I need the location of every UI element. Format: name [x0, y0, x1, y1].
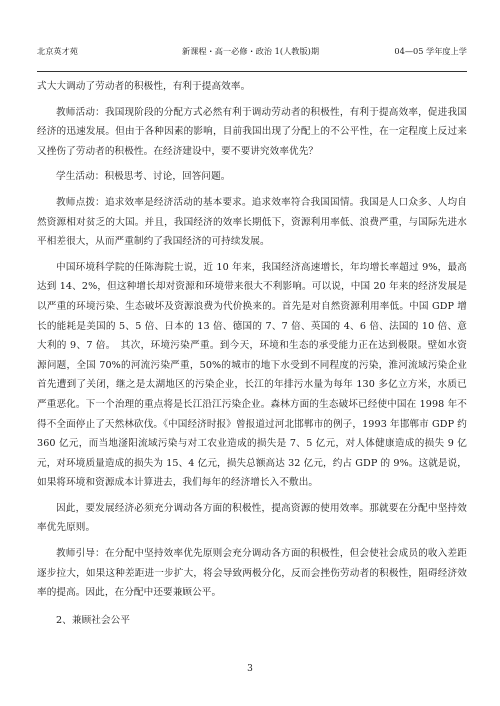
header-publisher: 北京英才苑	[37, 46, 78, 56]
header-divider	[37, 71, 467, 72]
paragraph-conclusion: 因此，要发展经济必须充分调动各方面的积极性，提高资源的使用效率。那就要在分配中坚持效率优先原则。	[37, 502, 467, 534]
page-header	[37, 42, 467, 72]
page-number: 3	[247, 664, 253, 674]
paragraph-teacher-activity: 教师活动：我国现阶段的分配方式必然有利于调动劳动者的积极性，有利于提高效率，促进我国经济的迅速发展。但由于各种因素的影响，目前我国出现了分配上的不公平性，在一定程度上反过来又挫伤了劳动者的积极性。在经济建设中，要不要讲究效率优先？	[37, 106, 467, 157]
paragraph-environment-case: 中国环境科学院的任陈海院士说，近 10 年来，我国经济高速增长，年均增长率超过 9%，最高达到 14、2%，但这种增长却对资源和环境带来很大不利影响。可以说，中国 20 年来的经济发展是以严重的环境污染、生态破坏及资源浪费为代价换来的。首先是对自然资源利用率低。中国 GDP 增长的能耗是美国的 5、5 倍、日本的 13 倍、德国的 7、7 倍、英国的 4、6 倍、法国的 10 倍、意大利的 9、7 倍。 其次，环境污染严重。到今天，环境和生态的承受能力正在达到极限。壁如水资源问题，全国 70%的河流污染严重，50%的城市的地下水受到不同程度的污染，淮河流域污染企业首先遭到了关闭，继之是太湖地区的污染企业，长江的年排污水量为每年 130 多亿立方米，水质已严重恶化。下一个治理的重点将是长江沿江污染企业。森林方面的生态破坏已经使中国在 1998 年不得不全面停止了天然林砍伐。《中国经济时报》曾报道过河北邯郸市的例子，1993 年邯郸市 GDP 约 360 亿元，而当地滏阳流域污染与对工农业造成的损失是 7、5 亿元，对人体健康造成的损失 9 亿元，对环境质量造成的损失为 15、4 亿元，损失总额高达 32 亿元，约占 GDP 的 9%。这就是说，如果将环境和资源成本计算进去，我们每年的经济增长入不敷出。	[37, 261, 467, 489]
paragraph-teacher-guidance: 教师点拨：追求效率是经济活动的基本要求。追求效率符合我国国情。我国是人口众多、人均自然资源相对贫乏的大国。并且，我国经济的效率长期低下，资源利用率低、浪费严重，与国际先进水平相差很大，从而严重制约了我国经济的可持续发展。	[37, 196, 467, 248]
header-course-title: 新课程・高一必修・政治 1(人教版)期	[182, 46, 320, 56]
paragraph-student-activity: 学生活动：积极思考、讨论，回答问题。	[56, 171, 231, 183]
section-heading: 2、兼顾社会公平	[56, 614, 131, 626]
document-body	[37, 77, 467, 636]
header-term: 04—05 学年度上学	[394, 46, 467, 56]
paragraph-continuation: 式大大调动了劳动者的积极性，有利于提高效率。	[37, 81, 251, 92]
paragraph-teacher-lead: 教师引导：在分配中坚持效率优先原则会充分调动各方面的积极性，但会使社会成员的收入差距逐步拉大，如果这种差距进一步扩大，将会导致两极分化，反而会挫伤劳动者的积极性，阻碍经济效率的提高。因此，在分配中还要兼顾公平。	[37, 548, 467, 599]
